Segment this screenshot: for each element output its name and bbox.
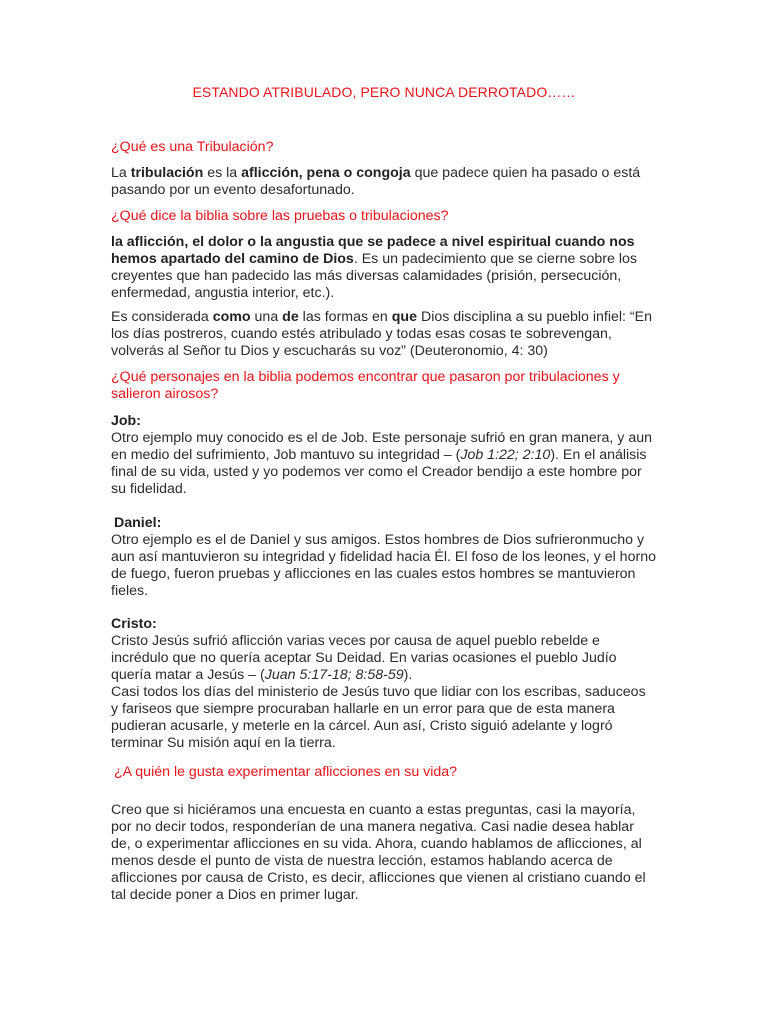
section-heading-daniel: Daniel: (114, 515, 162, 531)
question-who-likes: ¿A quién le gusta experimentar aflicciones en su vida? (114, 764, 458, 780)
text: Casi todos los días del ministerio de Jesús tuvo que lidiar con los escribas, saduceos y fariseos que siempre procuraban hallarle en un error para que de esta manera pudieran acusarle, y meterle en la cárcel. Aun así, Cristo siguió adelante y logró terminar Su misión aquí en la tierra. (111, 684, 646, 751)
text: Otro ejemplo muy conocido es el de Job. Este personaje sufrió en gran manera, y aun en medio del sufrimiento, Job mantuvo su integridad – ( (111, 430, 653, 463)
paragraph-definition (111, 165, 656, 199)
bold-term: de (282, 309, 299, 325)
text: ). En el análisis final de su vida, usted y yo podemos ver como el Creador bendijo a este hombre por su fidelidad. (111, 447, 647, 497)
text: es la (203, 165, 242, 181)
text: Es considerada (111, 309, 213, 325)
text: La (111, 165, 131, 181)
text: ). (403, 667, 413, 683)
bold-term: que (391, 309, 417, 325)
question-bible-says: ¿Qué dice la biblia sobre las pruebas o tribulaciones? (111, 208, 449, 224)
bold-term: tribulación (130, 165, 204, 181)
text: Cristo Jesús sufrió aflicción varias veces por causa de aquel pueblo rebelde e incrédulo que no quería aceptar Su Deidad. En varias ocasiones el pueblo Judío quería matar a Jesús – ( (111, 633, 617, 683)
section-heading-cristo: Cristo: (111, 616, 157, 632)
text: que padece quien ha pasado o está pasando por un evento desafortunado. (111, 165, 641, 198)
bible-reference: Job 1:22; 2:10 (460, 447, 551, 463)
text: Dios disciplina a su pueblo infiel: “En los días postreros, cuando estés atribulado y todas esas cosas te sobrevengan, volverás al Señor tu Dios y escucharás su voz” (Deuteronomio, 4: 30) (111, 309, 653, 359)
text: las formas en (298, 309, 392, 325)
question-what-is-tribulation: ¿Qué es una Tribulación? (111, 139, 274, 155)
bold-term: aflicción, pena o congoja (241, 165, 411, 181)
paragraph-affliction (111, 234, 656, 302)
paragraph-survey: Creo que si hiciéramos una encuesta en cuanto a estas preguntas, casi la mayoría, por no decir todos, responderían de una manera negativa. Casi nadie desea hablar de, o experimentar aflicciones en su vida. Ahora, cuando hablamos de aflicciones, al menos desde el punto de vista de nuestra lección, estamos hablando acerca de aflicciones por causa de Cristo, es decir, aflicciones que vienen al cristiano cuando el tal decide poner a Dios en primer lugar. (111, 802, 646, 903)
bold-term: la aflicción, el dolor o la angustia que se padece a nivel espiritual cuando nos hemos apartado del camino de Dios (111, 234, 635, 267)
bible-reference: Juan 5:17-18; 8:58-59 (264, 667, 404, 683)
section-heading-job: Job: (111, 413, 141, 429)
bold-term: como (212, 309, 251, 325)
text: Otro ejemplo es el de Daniel y sus amigos. Estos hombres de Dios sufrieronmucho y aun así mantuvieron su integridad y fidelidad hacia Él. El foso de los leones, y el horno de fuego, fueron pruebas y aflicciones en las cuales estos hombres se mantuvieron fieles. (111, 532, 656, 599)
section-cristo (111, 616, 656, 752)
section-daniel (111, 515, 656, 600)
paragraph-discipline (111, 309, 656, 360)
text: una (250, 309, 283, 325)
section-job (111, 413, 656, 498)
document-title: ESTANDO ATRIBULADO, PERO NUNCA DERROTADO…… (192, 84, 576, 100)
text: . Es un padecimiento que se cierne sobre los creyentes que han padecido las más diversas calamidades (prisión, persecución, enfermedad, angustia interior, etc.). (111, 251, 637, 301)
question-characters: ¿Qué personajes en la biblia podemos encontrar que pasaron por tribulaciones y salieron airosos? (111, 369, 620, 402)
